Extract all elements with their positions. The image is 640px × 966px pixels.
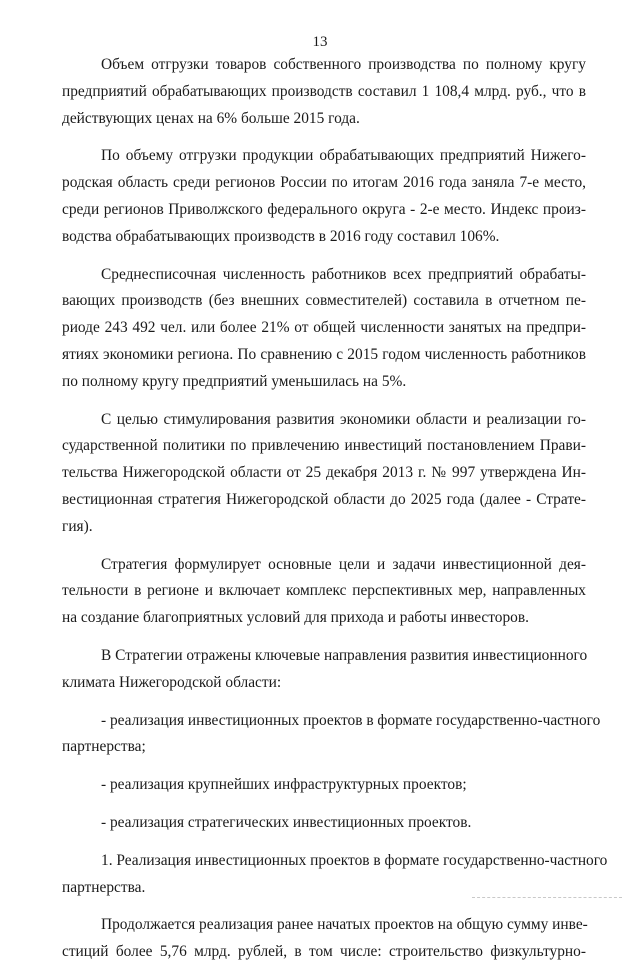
- page-number: 13: [312, 34, 328, 50]
- text-line: риоде 243 492 чел. или более 21% от общей численности занятых на предпри-: [62, 319, 586, 337]
- text-line: - реализация крупнейших инфраструктурных проектов;: [101, 776, 467, 794]
- footer-divider: [472, 897, 622, 899]
- text-line: По объему отгрузки продукции обрабатывающих предприятий Нижего-: [101, 147, 586, 165]
- text-line: тельства Нижегородской области от 25 декабря 2013 г. № 997 утверждена Ин-: [62, 464, 586, 482]
- text-line: ятиях экономики региона. По сравнению с 2015 годом численность работников: [62, 345, 586, 363]
- text-line: партнерства;: [62, 738, 146, 756]
- paragraph-ongoing-projects: [62, 912, 586, 966]
- text-line: родская область среди регионов России по итогам 2016 года заняла 7-е место,: [62, 174, 586, 192]
- text-line: - реализация стратегических инвестиционных проектов.: [101, 813, 472, 831]
- text-line: тельности в регионе и включает комплекс перспективных мер, направленных: [62, 582, 586, 600]
- text-line: действующих ценах на 6% больше 2015 года.: [62, 109, 360, 127]
- text-line: водства обрабатывающих производств в 2016 году составил 106%.: [62, 227, 500, 245]
- text-line: Объем отгрузки товаров собственного производства по полному кругу: [101, 56, 586, 73]
- text-line: 1. Реализация инвестиционных проектов в формате государственно-частного: [101, 851, 608, 869]
- text-line: гия).: [62, 517, 93, 535]
- text-line: В Стратегии отражены ключевые направления развития инвестиционного: [101, 646, 588, 664]
- paragraph-investment-strategy: [62, 407, 586, 541]
- text-line: среди регионов Приволжского федерального округа - 2-е место. Индекс произ-: [62, 200, 586, 218]
- text-line: по полному кругу предприятий уменьшилась на 5%.: [62, 372, 407, 390]
- document-body: [62, 52, 608, 966]
- paragraph-employee-count: [62, 262, 586, 396]
- paragraph-key-directions: [62, 643, 586, 697]
- text-line: вающих производств (без внешних совместителей) составила в отчетном пе-: [62, 292, 586, 310]
- paragraph-strategy-goals: [62, 552, 586, 632]
- paragraph-region-ranking: [62, 143, 586, 250]
- text-line: предприятий обрабатывающих производств составил 1 108,4 млрд. руб., что в: [62, 82, 586, 100]
- text-line: Среднесписочная численность работников всех предприятий обрабаты-: [101, 265, 586, 283]
- text-line: Продолжается реализация ранее начатых проектов на общую сумму инве-: [101, 916, 588, 934]
- text-line: вестиционная стратегия Нижегородской области до 2025 года (далее - Страте-: [62, 490, 586, 508]
- text-line: на создание благоприятных условий для прихода и работы инвесторов.: [62, 609, 529, 627]
- list-item-strategic-projects: [62, 810, 586, 837]
- paragraph-shipment-volume: [62, 52, 586, 132]
- list-item-ppp-projects: [62, 708, 601, 762]
- text-line: сударственной политики по привлечению инвестиций постановлением Прави-: [62, 437, 586, 455]
- text-line: - реализация инвестиционных проектов в формате государственно-частного: [101, 711, 601, 729]
- text-line: стиций более 5,76 млрд. рублей, в том числе: строительство физкультурно-: [62, 943, 586, 961]
- list-item-infrastructure-projects: [62, 772, 586, 799]
- text-line: партнерства.: [62, 878, 146, 896]
- text-line: Стратегия формулирует основные цели и задачи инвестиционной дея-: [101, 555, 586, 573]
- text-line: климата Нижегородской области:: [62, 673, 282, 691]
- text-line: С целью стимулирования развития экономики области и реализации го-: [101, 410, 586, 428]
- section-heading-ppp: [62, 848, 608, 902]
